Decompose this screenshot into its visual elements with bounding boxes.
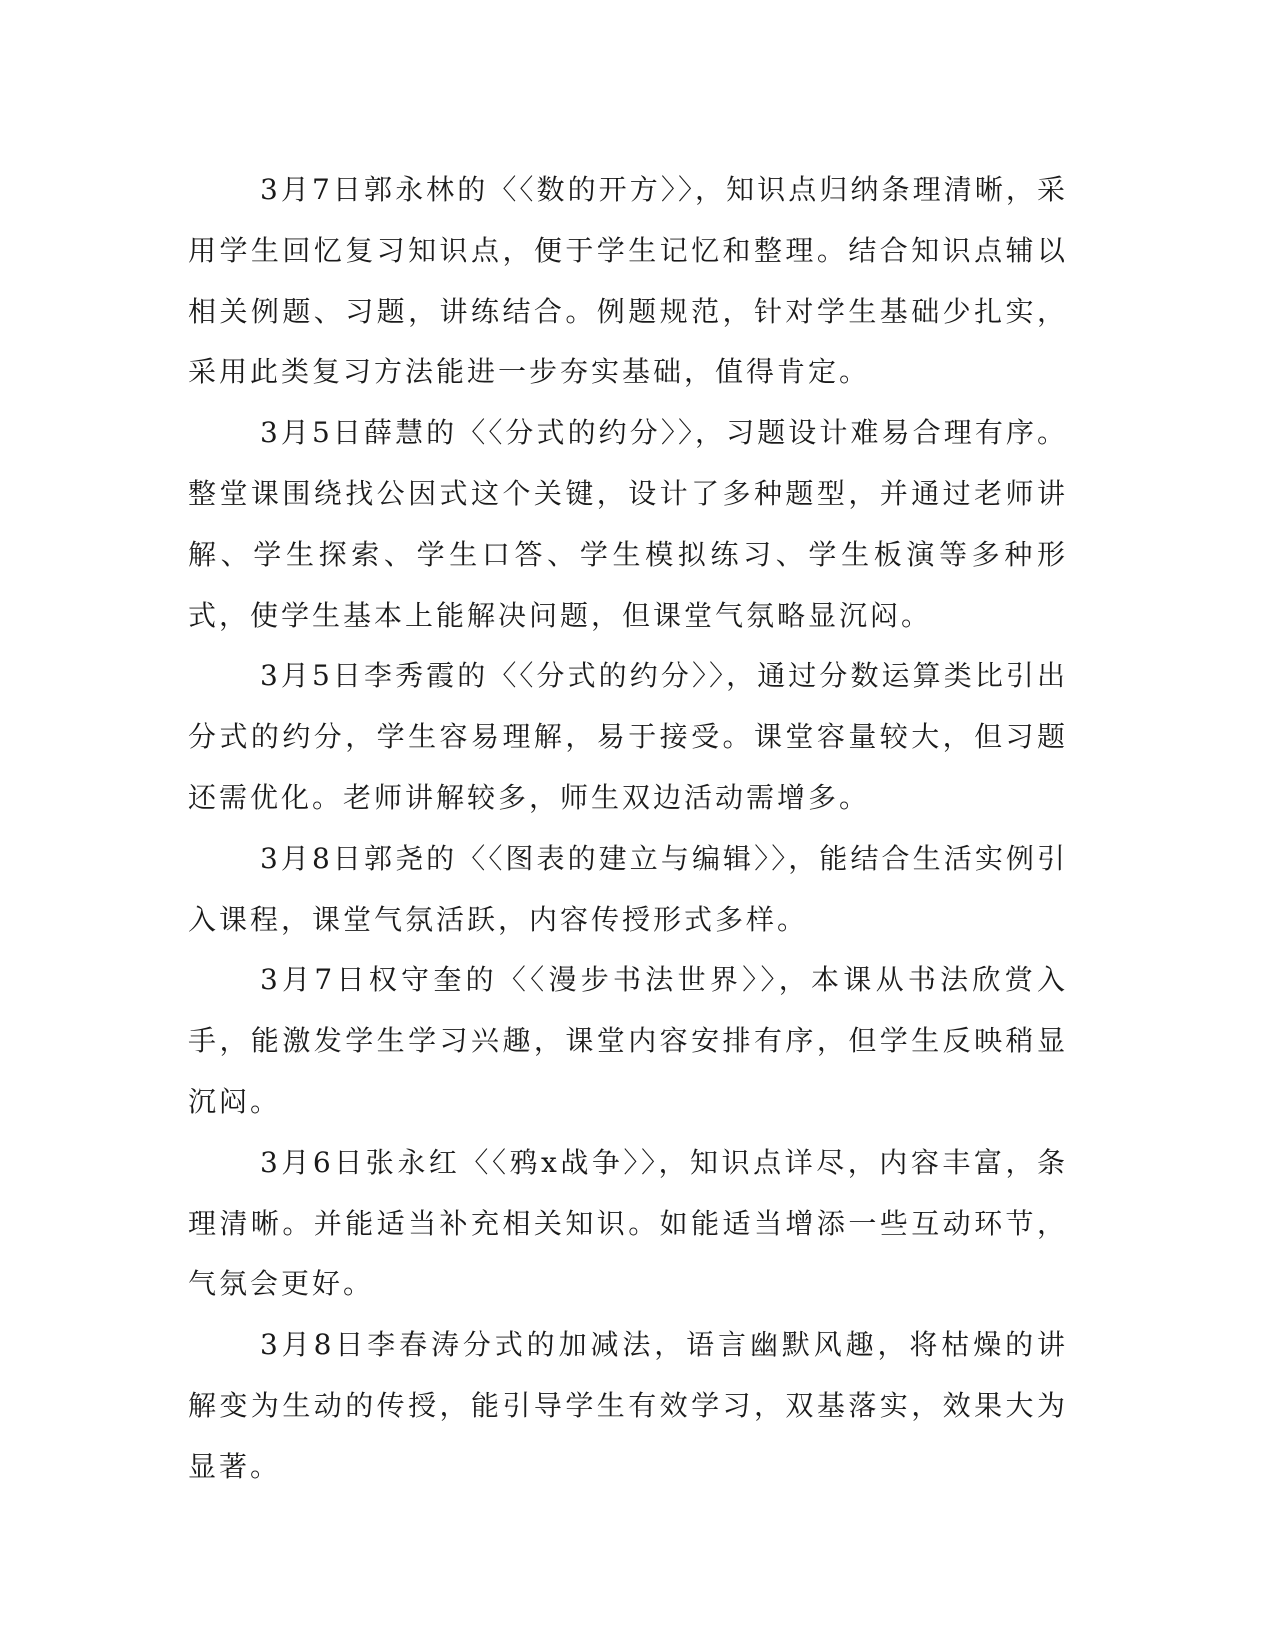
paragraph-quan-shoukui: 3月7日权守奎的〈〈漫步书法世界〉〉，本课从书法欣赏入手，能激发学生学习兴趣，课堂内容安排有序，但学生反映稍显沉闷。 [188, 963, 1068, 1118]
document-body [188, 160, 1068, 1498]
paragraph-zhang-yonghong: 3月6日张永红〈〈鸦x战争〉〉，知识点详尽，内容丰富，条理清晰。并能适当补充相关知识。如能适当增添一些互动环节，气氛会更好。 [188, 1145, 1068, 1301]
paragraph-li-xiuxia: 3月5日李秀霞的〈〈分式的约分〉〉，通过分数运算类比引出分式的约分，学生容易理解，易于接受。课堂容量较大，但习题还需优化。老师讲解较多，师生双边活动需增多。 [188, 659, 1068, 814]
paragraph-li-chuntao: 3月8日李春涛分式的加减法，语言幽默风趣，将枯燥的讲解变为生动的传授，能引导学生有效学习，双基落实，效果大为显著。 [188, 1328, 1068, 1483]
paragraph-guo-yonglin: 3月7日郭永林的〈〈数的开方〉〉，知识点归纳条理清晰，采用学生回忆复习知识点，便于学生记忆和整理。结合知识点辅以相关例题、习题，讲练结合。例题规范，针对学生基础少扎实，采用此类复习方法能进一步夯实基础，值得肯定。 [188, 173, 1068, 389]
paragraph-xue-hui: 3月5日薛慧的〈〈分式的约分〉〉，习题设计难易合理有序。整堂课围绕找公因式这个关键，设计了多种题型，并通过老师讲解、学生探索、学生口答、学生模拟练习、学生板演等多种形式，使学生基本上能解决问题，但课堂气氛略显沉闷。 [188, 416, 1068, 632]
paragraph-guo-yao: 3月8日郭尧的〈〈图表的建立与编辑〉〉，能结合生活实例引入课程，课堂气氛活跃，内容传授形式多样。 [188, 841, 1068, 936]
